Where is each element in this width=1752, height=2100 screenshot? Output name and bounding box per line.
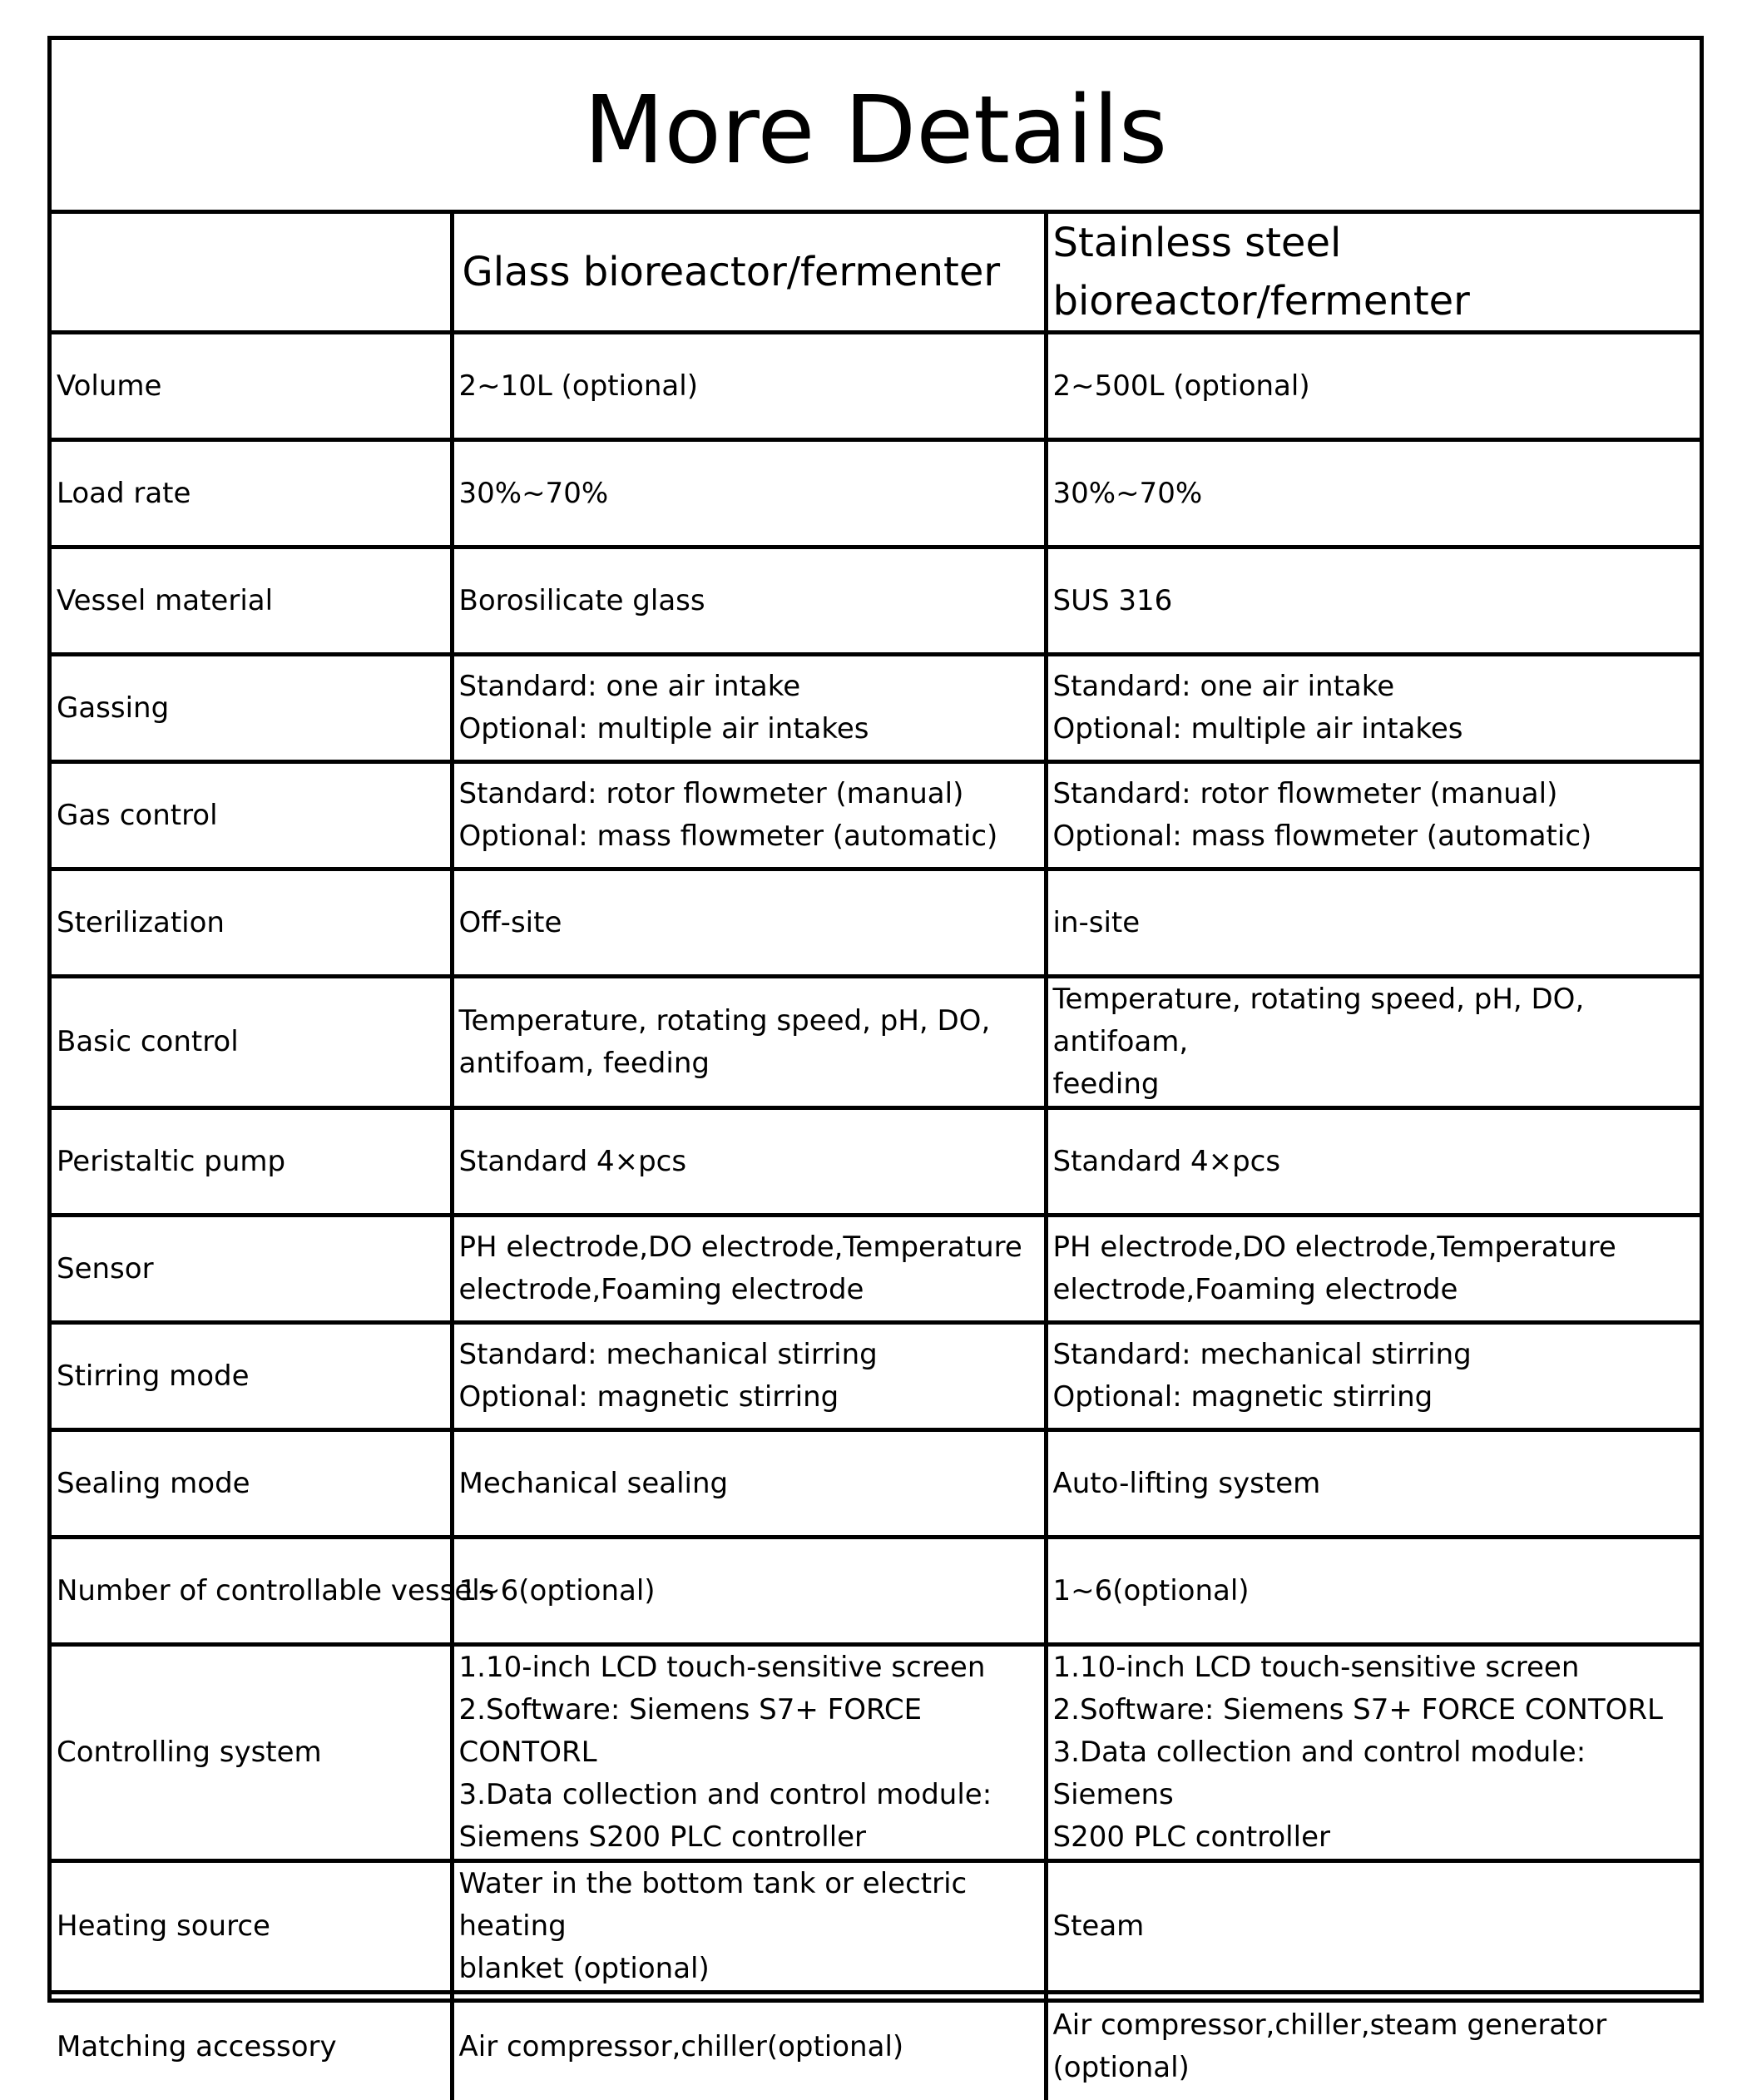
table-row bbox=[52, 1993, 1700, 2100]
row-label: Sensor bbox=[52, 1216, 452, 1323]
row-label: Stirring mode bbox=[52, 1323, 452, 1430]
details-sheet bbox=[47, 36, 1704, 2085]
table-row bbox=[52, 547, 1700, 655]
steel-cell: PH electrode,DO electrode,Temperature electrode,Foaming electrode bbox=[1046, 1216, 1700, 1323]
row-label: Gas control bbox=[52, 762, 452, 869]
row-label: Matching accessory bbox=[52, 1993, 452, 2100]
glass-cell: Temperature, rotating speed, pH, DO, antifoam, feeding bbox=[452, 977, 1046, 1108]
table-row bbox=[52, 1861, 1700, 1993]
glass-cell: 1.10-inch LCD touch-sensitive screen 2.Software: Siemens S7+ FORCE CONTORL 3.Data collection and control module: Siemens S200 PLC controller bbox=[452, 1645, 1046, 1861]
header-glass: Glass bioreactor/fermenter bbox=[452, 214, 1046, 333]
row-label: Number of controllable vessels bbox=[52, 1538, 452, 1645]
glass-cell: Borosilicate glass bbox=[452, 547, 1046, 655]
row-label: Basic control bbox=[52, 977, 452, 1108]
steel-cell: Auto-lifting system bbox=[1046, 1430, 1700, 1538]
steel-cell: 1.10-inch LCD touch-sensitive screen 2.Software: Siemens S7+ FORCE CONTORL 3.Data collection and control module: Siemens S200 PLC controller bbox=[1046, 1645, 1700, 1861]
title-bar bbox=[52, 40, 1700, 214]
table-header-row bbox=[52, 214, 1700, 333]
row-label: Volume bbox=[52, 333, 452, 440]
table-row bbox=[52, 1323, 1700, 1430]
glass-cell: Off-site bbox=[452, 869, 1046, 977]
table-row bbox=[52, 655, 1700, 762]
row-label: Peristaltic pump bbox=[52, 1108, 452, 1216]
glass-cell: Standard: mechanical stirring Optional: magnetic stirring bbox=[452, 1323, 1046, 1430]
row-label: Sterilization bbox=[52, 869, 452, 977]
steel-cell: 2~500L (optional) bbox=[1046, 333, 1700, 440]
steel-cell: Standard: rotor flowmeter (manual) Optional: mass flowmeter (automatic) bbox=[1046, 762, 1700, 869]
header-corner-cell bbox=[52, 214, 452, 333]
header-steel: Stainless steel bioreactor/fermenter bbox=[1046, 214, 1700, 333]
steel-cell: Standard 4×pcs bbox=[1046, 1108, 1700, 1216]
glass-cell: Standard 4×pcs bbox=[452, 1108, 1046, 1216]
spec-table bbox=[52, 214, 1700, 2100]
table-row bbox=[52, 869, 1700, 977]
row-label: Sealing mode bbox=[52, 1430, 452, 1538]
table-row bbox=[52, 1645, 1700, 1861]
row-label: Load rate bbox=[52, 440, 452, 547]
table-row bbox=[52, 977, 1700, 1108]
steel-cell: Standard: mechanical stirring Optional: magnetic stirring bbox=[1046, 1323, 1700, 1430]
glass-cell: PH electrode,DO electrode,Temperature electrode,Foaming electrode bbox=[452, 1216, 1046, 1323]
row-label: Heating source bbox=[52, 1861, 452, 1993]
glass-cell: 2~10L (optional) bbox=[452, 333, 1046, 440]
glass-cell: Water in the bottom tank or electric heating blanket (optional) bbox=[452, 1861, 1046, 1993]
steel-cell: 30%~70% bbox=[1046, 440, 1700, 547]
glass-cell: Mechanical sealing bbox=[452, 1430, 1046, 1538]
row-label: Vessel material bbox=[52, 547, 452, 655]
page-title: More Details bbox=[583, 77, 1168, 185]
glass-cell: Standard: rotor flowmeter (manual) Optional: mass flowmeter (automatic) bbox=[452, 762, 1046, 869]
steel-cell: Steam bbox=[1046, 1861, 1700, 1993]
table-row bbox=[52, 1216, 1700, 1323]
table-row bbox=[52, 762, 1700, 869]
table-row bbox=[52, 440, 1700, 547]
steel-cell: SUS 316 bbox=[1046, 547, 1700, 655]
row-label: Controlling system bbox=[52, 1645, 452, 1861]
steel-cell: in-site bbox=[1046, 869, 1700, 977]
glass-cell: 30%~70% bbox=[452, 440, 1046, 547]
steel-cell: Air compressor,chiller,steam generator (optional) bbox=[1046, 1993, 1700, 2100]
table-row bbox=[52, 1538, 1700, 1645]
table-row bbox=[52, 1430, 1700, 1538]
glass-cell: Standard: one air intake Optional: multiple air intakes bbox=[452, 655, 1046, 762]
steel-cell: Temperature, rotating speed, pH, DO, antifoam, feeding bbox=[1046, 977, 1700, 1108]
table-row bbox=[52, 333, 1700, 440]
table-row bbox=[52, 1108, 1700, 1216]
glass-cell: Air compressor,chiller(optional) bbox=[452, 1993, 1046, 2100]
row-label: Gassing bbox=[52, 655, 452, 762]
glass-cell: 1~6(optional) bbox=[452, 1538, 1046, 1645]
steel-cell: 1~6(optional) bbox=[1046, 1538, 1700, 1645]
steel-cell: Standard: one air intake Optional: multiple air intakes bbox=[1046, 655, 1700, 762]
